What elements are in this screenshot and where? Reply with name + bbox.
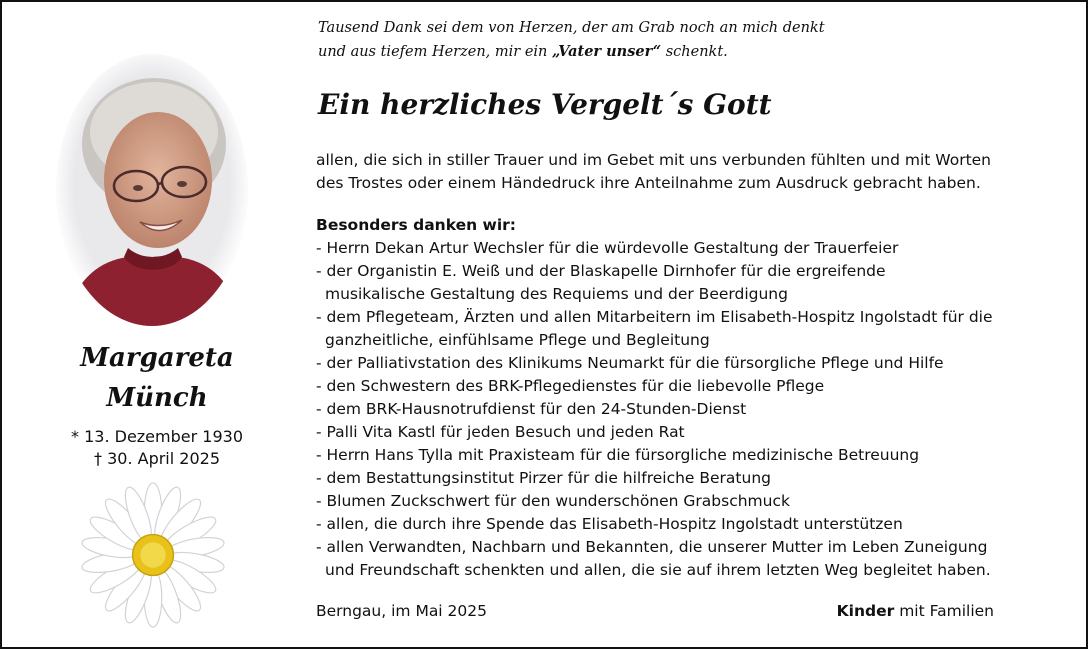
list-item: - allen, die durch ihre Spende das Elisabeth-Hospitz Ingolstadt unterstützen bbox=[316, 515, 903, 533]
list-item-continuation: ganzheitliche, einfühlsame Pflege und Begleitung bbox=[325, 331, 710, 349]
list-item-continuation: musikalische Gestaltung des Requiems und der Beerdigung bbox=[325, 285, 788, 303]
daisy-icon bbox=[80, 482, 226, 628]
birth-date: * 13. Dezember 1930 bbox=[71, 427, 243, 446]
verse-emphasis: „Vater unser“ bbox=[551, 43, 662, 60]
place-date: Berngau, im Mai 2025 bbox=[316, 602, 487, 620]
verse-line-1: Tausend Dank sei dem von Herzen, der am Grab noch an mich denkt bbox=[318, 20, 825, 36]
list-item: - Herrn Hans Tylla mit Praxisteam für die fürsorgliche medizinische Betreuung bbox=[316, 446, 920, 464]
verse-line-2 bbox=[318, 40, 1018, 64]
list-item: - dem Pflegeteam, Ärzten und allen Mitarbeitern im Elisabeth-Hospitz Ingolstadt für die bbox=[316, 308, 993, 326]
thanks-heading: Besonders danken wir: bbox=[316, 216, 517, 234]
list-item: - dem Bestattungsinstitut Pirzer für die hilfreiche Beratung bbox=[316, 469, 771, 487]
list-item: - der Palliativstation des Klinikums Neumarkt für die fürsorgliche Pflege und Hilfe bbox=[316, 354, 944, 372]
intro-line-2: des Trostes oder einem Händedruck ihre Anteilnahme zum Ausdruck gebracht haben. bbox=[316, 174, 981, 192]
intro-line-1: allen, die sich in stiller Trauer und im Gebet mit uns verbunden fühlten und mit Worten bbox=[316, 151, 992, 169]
thanks-list bbox=[316, 237, 1076, 582]
list-item-continuation: und Freundschaft schenkten und allen, die sie auf ihrem letzten Weg begleitet haben. bbox=[325, 561, 991, 579]
page-title: Ein herzliches Vergelt´s Gott bbox=[318, 88, 772, 121]
deceased-first-name: Margareta bbox=[80, 343, 234, 373]
list-item: - dem BRK-Hausnotrufdienst für den 24-Stunden-Dienst bbox=[316, 400, 747, 418]
list-item: - Blumen Zuckschwert für den wunderschönen Grabschmuck bbox=[316, 492, 790, 510]
death-date: † 30. April 2025 bbox=[94, 449, 220, 468]
deceased-last-name: Münch bbox=[106, 383, 208, 413]
signature-bold: Kinder bbox=[836, 602, 895, 620]
list-item: - allen Verwandten, Nachbarn und Bekannten, die unserer Mutter im Leben Zuneigung bbox=[316, 538, 988, 556]
signature-rest: mit Familien bbox=[894, 602, 994, 620]
list-item: - den Schwestern des BRK-Pflegedienstes für die liebevolle Pflege bbox=[316, 377, 825, 395]
memorial-verse bbox=[318, 16, 1018, 64]
list-item: - Herrn Dekan Artur Wechsler für die würdevolle Gestaltung der Trauerfeier bbox=[316, 239, 899, 257]
list-item: - der Organistin E. Weiß und der Blaskapelle Dirnhofer für die ergreifende bbox=[316, 262, 886, 280]
list-item: - Palli Vita Kastl für jeden Besuch und jeden Rat bbox=[316, 423, 685, 441]
intro-text bbox=[316, 149, 1056, 195]
verse-line-2-start: und aus tiefem Herzen, mir ein bbox=[318, 44, 552, 60]
verse-line-2-end: schenkt. bbox=[661, 44, 728, 60]
signature bbox=[837, 600, 994, 623]
portrait-photo bbox=[54, 52, 250, 328]
